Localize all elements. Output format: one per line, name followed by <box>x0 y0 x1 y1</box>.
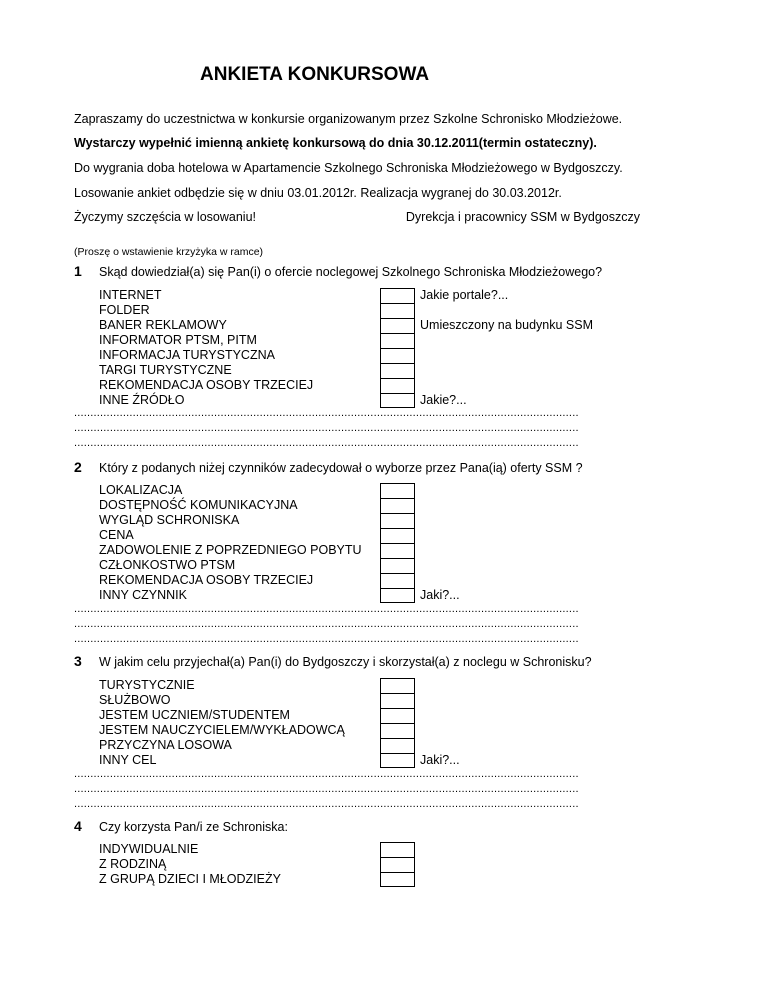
option-list <box>99 288 313 408</box>
checkbox[interactable] <box>380 708 415 723</box>
dot-line: ........................................................................................................................................................... <box>74 768 579 780</box>
checkbox[interactable] <box>380 363 415 378</box>
checkbox[interactable] <box>380 288 415 303</box>
dot-line: ........................................................................................................................................................... <box>74 798 579 810</box>
checkbox[interactable] <box>380 678 415 693</box>
question-number: 1 <box>74 263 82 279</box>
dot-line: ........................................................................................................................................................... <box>74 783 579 795</box>
option-label: INNY CEL <box>99 753 157 767</box>
side-note: Jakie?... <box>420 393 467 407</box>
question-number: 4 <box>74 818 82 834</box>
dot-line: ........................................................................................................................................................... <box>74 422 579 434</box>
checkbox[interactable] <box>380 483 415 498</box>
dot-line: ........................................................................................................................................................... <box>74 603 579 615</box>
question-number: 2 <box>74 459 82 475</box>
option-list <box>99 842 281 887</box>
option-label: INFORMATOR PTSM, PITM <box>99 333 257 347</box>
checkbox[interactable] <box>380 498 415 513</box>
checkbox-column <box>380 842 415 887</box>
checkbox[interactable] <box>380 378 415 393</box>
option-label: Z GRUPĄ DZIECI I MŁODZIEŻY <box>99 872 281 886</box>
dot-line: ........................................................................................................................................................... <box>74 437 579 449</box>
checkbox[interactable] <box>380 753 415 768</box>
option-label: BANER REKLAMOWY <box>99 318 227 332</box>
checkbox-column <box>380 678 415 768</box>
checkbox[interactable] <box>380 318 415 333</box>
option-label: CENA <box>99 528 134 542</box>
answer-lines[interactable] <box>74 406 608 451</box>
option-label: JESTEM NAUCZYCIELEM/WYKŁADOWCĄ <box>99 723 345 737</box>
checkbox-column <box>380 288 415 408</box>
question-number: 3 <box>74 653 82 669</box>
intro-line-deadline: Wystarczy wypełnić imienną ankietę konkursową do dnia 30.12.2011(termin ostateczny). <box>74 136 597 150</box>
side-note: Jaki?... <box>420 753 460 767</box>
option-label: SŁUŻBOWO <box>99 693 171 707</box>
checkbox[interactable] <box>380 303 415 318</box>
option-label: INTERNET <box>99 288 162 302</box>
question-text: Czy korzysta Pan/i ze Schroniska: <box>99 820 288 834</box>
checkbox[interactable] <box>380 513 415 528</box>
question-text: W jakim celu przyjechał(a) Pan(i) do Bydgoszczy i skorzystał(a) z noclegu w Schronisku? <box>99 655 592 669</box>
option-label: INDYWIDUALNIE <box>99 842 199 856</box>
intro-line: Życzymy szczęścia w losowaniu! <box>74 210 256 224</box>
checkbox[interactable] <box>380 558 415 573</box>
option-list <box>99 483 362 603</box>
checkbox[interactable] <box>380 333 415 348</box>
checkbox[interactable] <box>380 573 415 588</box>
question-text: Skąd dowiedział(a) się Pan(i) o ofercie noclegowej Szkolnego Schroniska Młodzieżowego? <box>99 265 603 279</box>
option-label: JESTEM UCZNIEM/STUDENTEM <box>99 708 290 722</box>
question-text: Który z podanych niżej czynników zadecydował o wyborze przez Pana(ią) oferty SSM ? <box>99 461 583 475</box>
checkbox[interactable] <box>380 842 415 857</box>
option-label: INFORMACJA TURYSTYCZNA <box>99 348 275 362</box>
checkbox[interactable] <box>380 528 415 543</box>
page-title: ANKIETA KONKURSOWA <box>200 64 430 85</box>
option-label: PRZYCZYNA LOSOWA <box>99 738 232 752</box>
option-label: TURYSTYCZNIE <box>99 678 195 692</box>
option-label: FOLDER <box>99 303 150 317</box>
intro-line: Do wygrania doba hotelowa w Apartamencie Szkolnego Schroniska Młodzieżowego w Bydgoszczy. <box>74 161 623 175</box>
option-label: DOSTĘPNOŚĆ KOMUNIKACYJNA <box>99 498 298 512</box>
signature: Dyrekcja i pracownicy SSM w Bydgoszczy <box>405 210 640 224</box>
dot-line: ........................................................................................................................................................... <box>74 407 579 419</box>
checkbox[interactable] <box>380 588 415 603</box>
side-note: Umieszczony na budynku SSM <box>420 318 593 332</box>
option-label: REKOMENDACJA OSOBY TRZECIEJ <box>99 378 314 392</box>
checkbox-column <box>380 483 415 603</box>
checkbox[interactable] <box>380 723 415 738</box>
answer-lines[interactable] <box>74 602 608 647</box>
checkbox[interactable] <box>380 872 415 887</box>
option-label: INNY CZYNNIK <box>99 588 187 602</box>
option-label: LOKALIZACJA <box>99 483 183 497</box>
option-label: INNE ŹRÓDŁO <box>99 393 185 407</box>
option-label: TARGI TURYSTYCZNE <box>99 363 232 377</box>
intro-line: Losowanie ankiet odbędzie się w dniu 03.01.2012r. Realizacja wygranej do 30.03.2012r. <box>74 186 562 200</box>
instruction-note: (Proszę o wstawienie krzyżyka w ramce) <box>74 246 264 258</box>
checkbox[interactable] <box>380 738 415 753</box>
option-label: WYGLĄD SCHRONISKA <box>99 513 240 527</box>
checkbox[interactable] <box>380 543 415 558</box>
option-label: REKOMENDACJA OSOBY TRZECIEJ <box>99 573 314 587</box>
checkbox[interactable] <box>380 857 415 872</box>
option-label: CZŁONKOSTWO PTSM <box>99 558 236 572</box>
side-note: Jaki?... <box>420 588 460 602</box>
option-list <box>99 678 345 768</box>
option-label: ZADOWOLENIE Z POPRZEDNIEGO POBYTU <box>99 543 362 557</box>
dot-line: ........................................................................................................................................................... <box>74 618 579 630</box>
side-note: Jakie portale?... <box>420 288 509 302</box>
dot-line: ........................................................................................................................................................... <box>74 633 579 645</box>
checkbox[interactable] <box>380 693 415 708</box>
intro-line: Zapraszamy do uczestnictwa w konkursie organizowanym przez Szkolne Schronisko Młodzieżowe. <box>74 112 623 126</box>
answer-lines[interactable] <box>74 767 608 812</box>
checkbox[interactable] <box>380 348 415 363</box>
option-label: Z RODZINĄ <box>99 857 167 871</box>
